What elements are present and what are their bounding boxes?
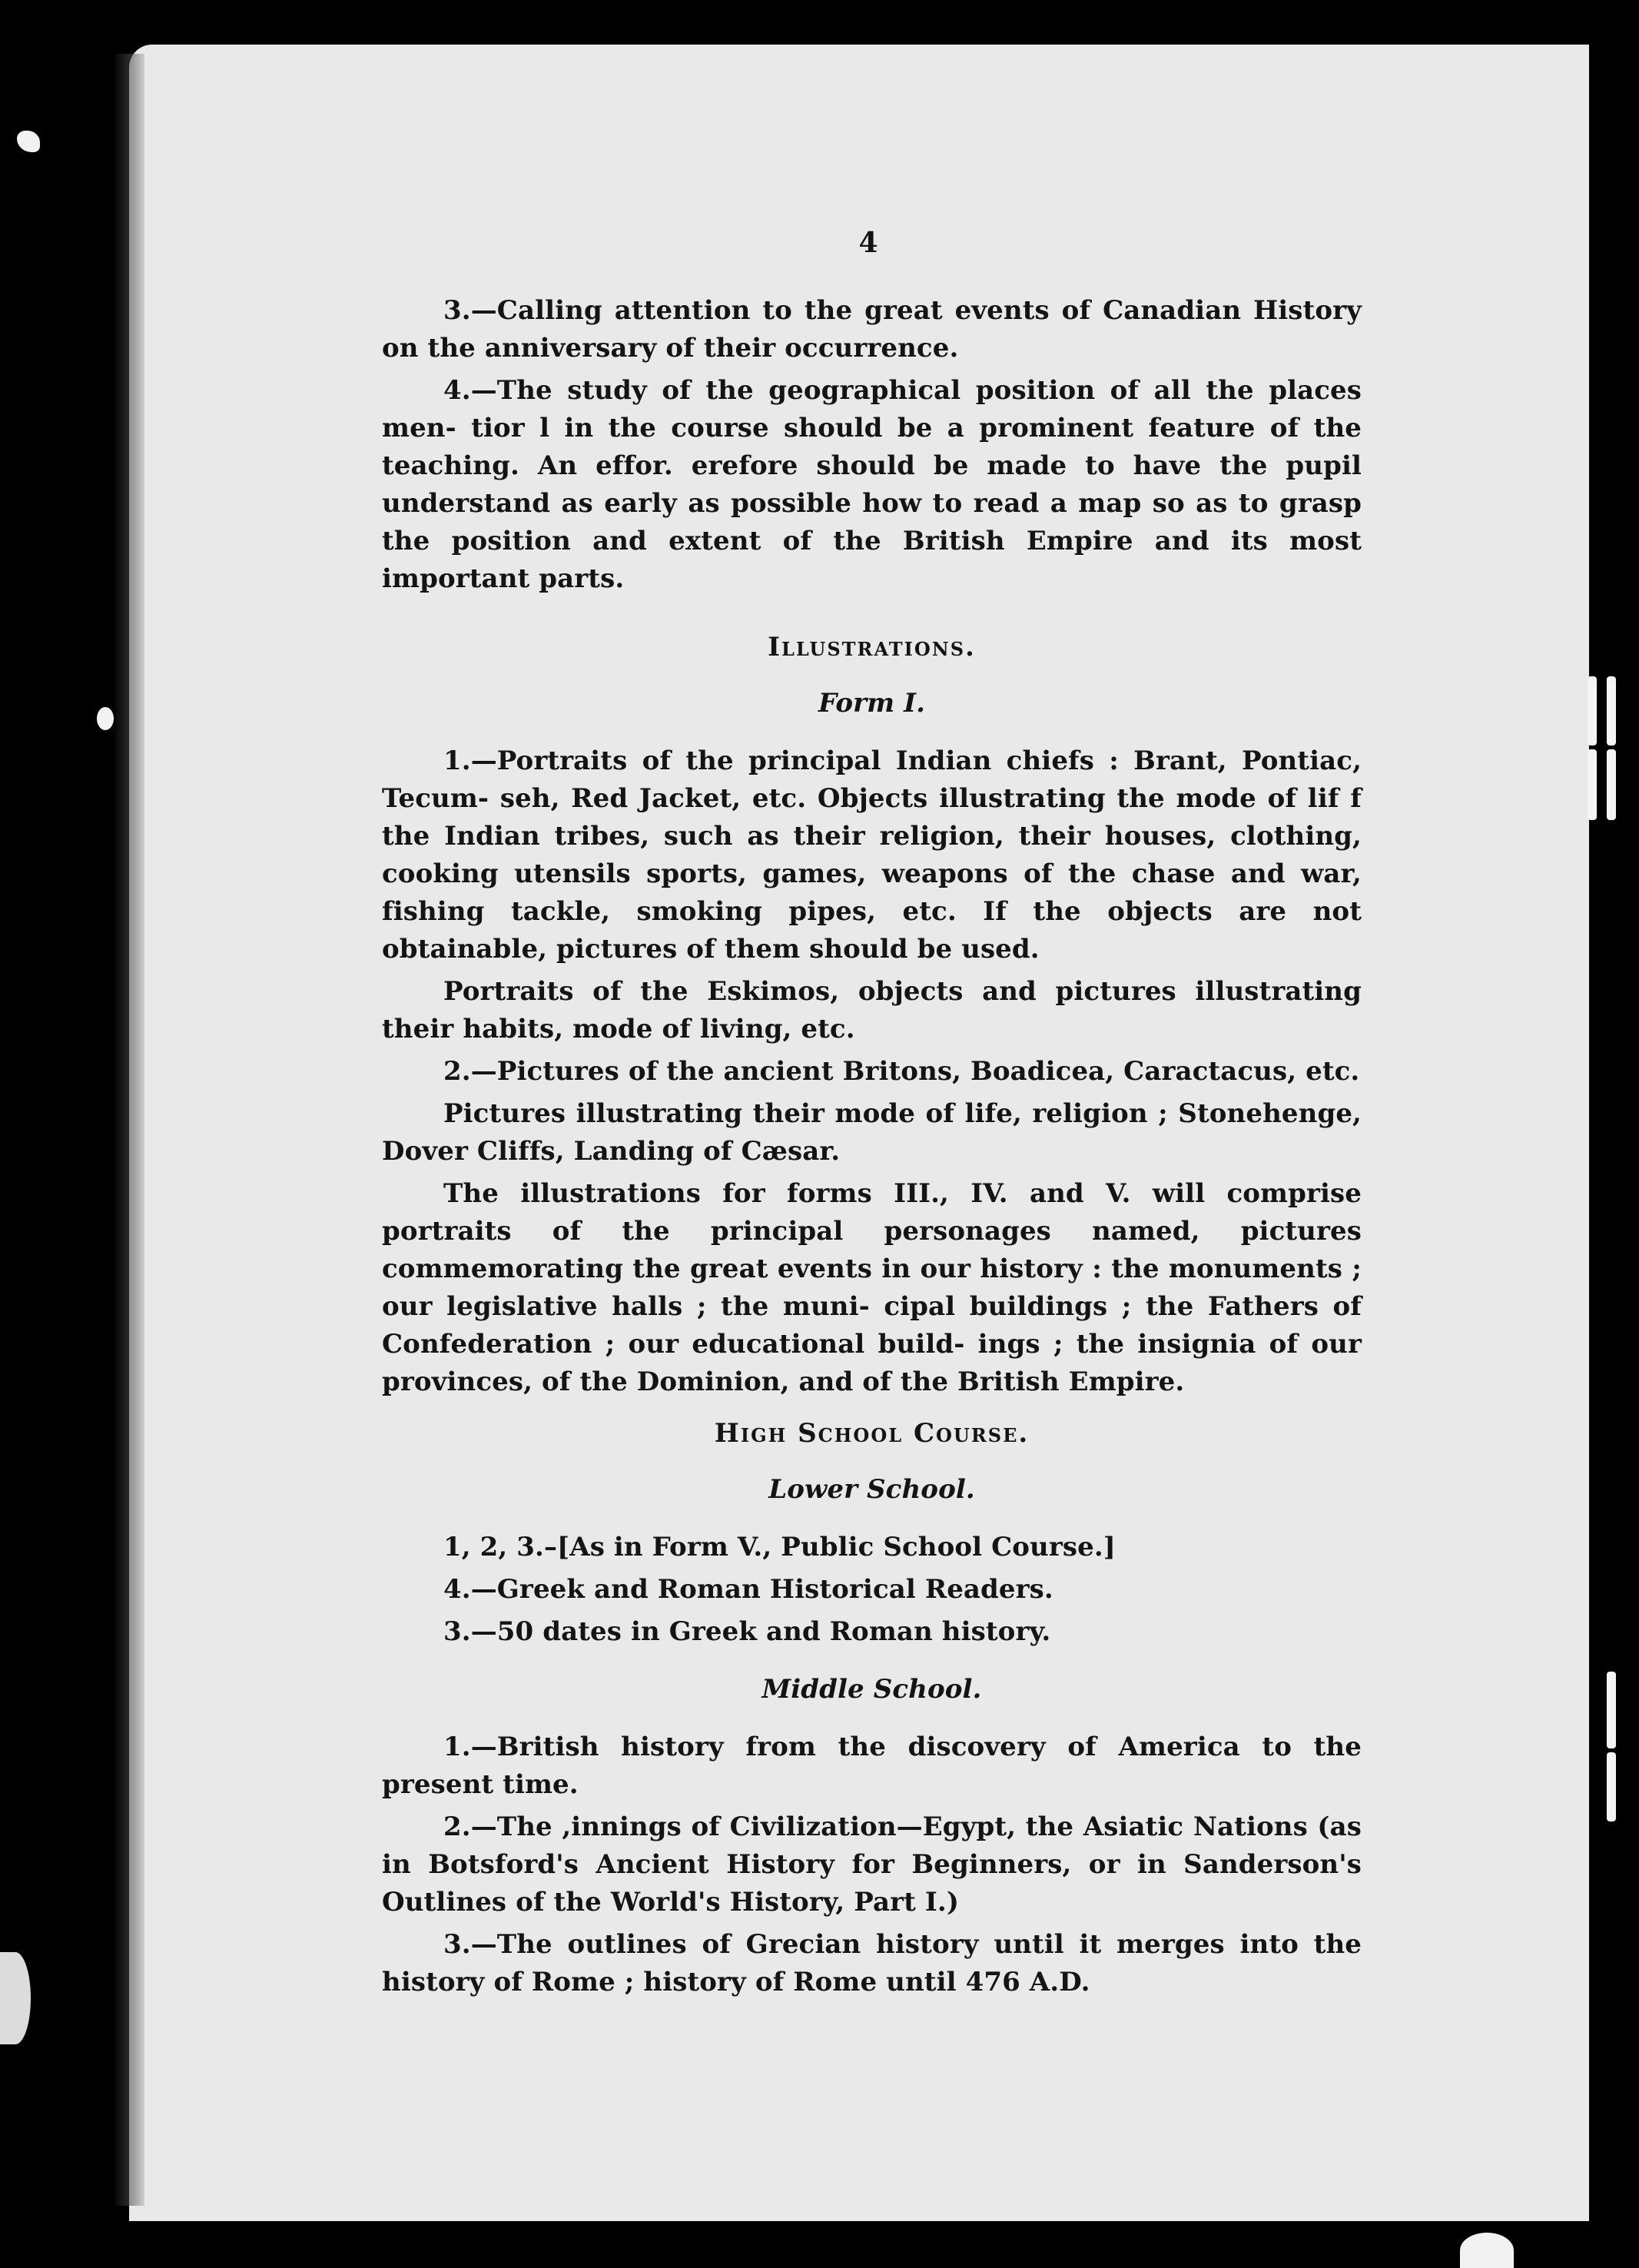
lower-school-item: 1, 2, 3.–[As in Form V., Public School Course.] xyxy=(443,1532,1116,1562)
scan-speck xyxy=(17,131,40,152)
paragraph-item-3: 3.—Calling attention to the great events of Canadian History on the anniversary of their occurrence. xyxy=(382,295,1362,364)
illustrations-britons-life: Pictures illustrating their mode of life, religion ; Stonehenge, Dover Cliffs, Landing of Cæsar. xyxy=(382,1098,1362,1167)
scan-speck xyxy=(97,707,114,730)
illustrations-item-1: 1.—Portraits of the principal Indian chiefs : Brant, Pontiac, Tecum- seh, Red Jacket, etc. Objects illustrating the mode of lif f the Indian tribes, such as their religion, their houses, clothing, cooking utensils sports, games, weapons of the chase and war, fishing tackle, smoking pipes, etc. If the objects are not obtainable, pictures of them should be used. xyxy=(382,745,1362,965)
scan-margin-bar xyxy=(1607,1752,1616,1821)
scan-margin-bar xyxy=(1607,1672,1616,1748)
page-left-shadow xyxy=(115,54,144,2206)
document-body xyxy=(382,223,1362,2006)
high-school-heading: High School Course. xyxy=(714,1418,1030,1449)
illustrations-eskimos: Portraits of the Eskimos, objects and pictures illustrating their habits, mode of living, etc. xyxy=(382,976,1362,1044)
illustrations-item-2: 2.—Pictures of the ancient Britons, Boadicea, Caractacus, etc. xyxy=(443,1056,1360,1087)
illustrations-heading: Illustrations. xyxy=(768,632,976,662)
scan-margin-bar xyxy=(1588,749,1597,820)
paragraph-item-4: 4.—The study of the geographical position of all the places men- tior l in the course should be a prominent feature of the teaching. An effor. erefore should be made to have the pupil understand as early as possible how to read a map so as to grasp the position and extent of the British Empire and its most important parts. xyxy=(382,375,1362,594)
middle-school-item-2: 2.—The ,innings of Civilization—Egypt, the Asiatic Nations (as in Botsford's Ancient History for Beginners, or in Sanderson's Outlines of the World's History, Part I.) xyxy=(382,1811,1362,1918)
lower-school-item: 3.—50 dates in Greek and Roman history. xyxy=(443,1616,1051,1647)
lower-school-item: 4.—Greek and Roman Historical Readers. xyxy=(443,1574,1053,1605)
middle-school-item-1: 1.—British history from the discovery of America to the present time. xyxy=(382,1732,1362,1800)
form-i-heading: Form I. xyxy=(818,688,926,719)
page-number: 4 xyxy=(858,227,878,259)
middle-school-heading: Middle School. xyxy=(761,1674,982,1705)
scan-margin-bar xyxy=(1607,676,1616,745)
scan-bottom-margin xyxy=(0,2221,1639,2268)
middle-school-item-3: 3.—The outlines of Grecian history until it merges into the history of Rome ; history of Rome until 476 A.D. xyxy=(382,1929,1362,1997)
scan-right-margin xyxy=(1589,0,1639,2268)
scan-speck xyxy=(1460,2233,1514,2268)
scan-margin-bar xyxy=(1607,749,1616,820)
scan-margin-bar xyxy=(1588,676,1597,745)
lower-school-heading: Lower School. xyxy=(768,1474,975,1505)
illustrations-forms-3-4-5: The illustrations for forms III., IV. and V. will comprise portraits of the principal personages named, pictures commemorating the great events in our history : the monuments ; our legislative halls ; the muni- cipal buildings ; the Fathers of Confederation ; our educational build- ings ; the insignia of our provinces, of the Dominion, and of the British Empire. xyxy=(382,1178,1362,1397)
scan-speck xyxy=(0,1952,31,2044)
